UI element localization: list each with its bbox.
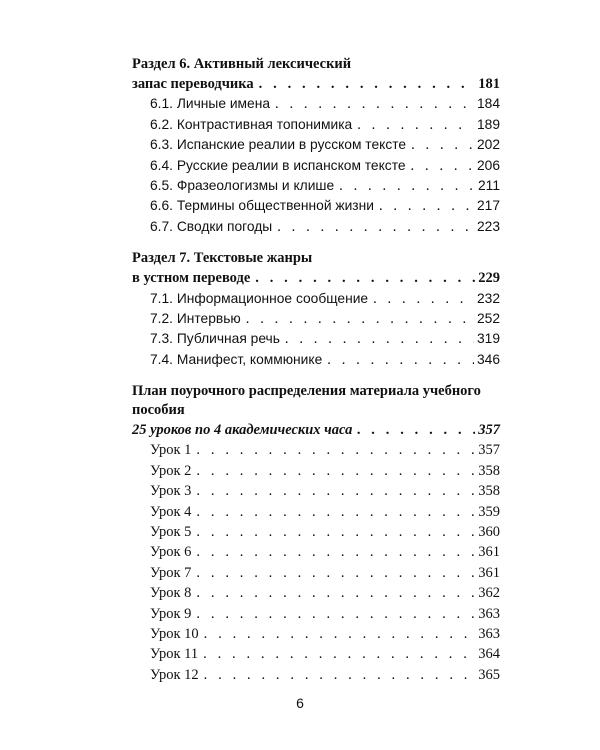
dot-leader xyxy=(373,289,474,309)
lesson-page: 358 xyxy=(478,483,500,500)
lesson-item xyxy=(132,440,500,460)
lesson-label: Урок 11 xyxy=(150,646,199,663)
toc-item-page: 252 xyxy=(476,310,500,326)
toc-item-page: 206 xyxy=(476,157,500,173)
toc-item-label: 6.1. Личные имена xyxy=(150,96,270,112)
toc-item-label: 7.2. Интервью xyxy=(150,310,241,326)
lesson-page: 363 xyxy=(478,605,500,622)
lesson-label: Урок 7 xyxy=(150,564,192,581)
lesson-label: Урок 3 xyxy=(150,483,192,500)
toc-item-page: 346 xyxy=(476,351,500,367)
toc-item xyxy=(132,135,500,155)
lesson-item xyxy=(132,461,500,481)
section-6-title-line2: запас переводчика xyxy=(132,76,254,92)
toc-item xyxy=(132,156,500,176)
dot-leader xyxy=(357,420,475,440)
lesson-item xyxy=(132,583,500,603)
dot-leader xyxy=(255,268,475,288)
section-6-entry xyxy=(132,74,500,94)
section-7-title-line2: в устном переводе xyxy=(132,270,251,287)
dot-leader xyxy=(196,481,475,501)
lesson-label: Урок 5 xyxy=(150,524,192,541)
toc-item xyxy=(132,350,500,370)
dot-leader xyxy=(204,624,476,644)
section-6-title: Раздел 6. Активный лексический xyxy=(132,56,352,72)
dot-leader xyxy=(275,94,474,114)
plan-page: 357 xyxy=(478,422,500,439)
toc-item xyxy=(132,176,500,196)
dot-leader xyxy=(327,350,474,370)
lesson-page: 357 xyxy=(478,442,500,459)
lesson-label: Урок 4 xyxy=(150,503,192,520)
dot-leader xyxy=(277,217,474,237)
toc-item-label: 7.1. Информационное сообщение xyxy=(150,290,369,306)
lesson-page: 365 xyxy=(478,666,500,683)
dot-leader xyxy=(196,440,475,460)
toc-item xyxy=(132,217,500,237)
toc-item xyxy=(132,289,500,309)
dot-leader xyxy=(411,156,474,176)
lesson-page: 364 xyxy=(478,646,500,663)
toc-item-label: 6.6. Термины общественной жизни xyxy=(150,198,374,214)
lesson-label: Урок 12 xyxy=(150,666,199,683)
toc-item xyxy=(132,94,500,114)
toc-item xyxy=(132,115,500,135)
dot-leader xyxy=(379,196,474,216)
section-gap xyxy=(132,237,500,249)
lesson-page: 359 xyxy=(478,503,500,520)
table-of-contents xyxy=(132,55,500,685)
toc-item-label: 6.5. Фразеологизмы и клише xyxy=(150,177,335,193)
lesson-item xyxy=(132,644,500,664)
dot-leader xyxy=(196,563,475,583)
toc-item-page: 184 xyxy=(476,96,500,112)
lesson-page: 360 xyxy=(478,524,500,541)
lesson-item xyxy=(132,481,500,501)
toc-item-label: 7.4. Манифест, коммюнике xyxy=(150,351,323,367)
lesson-item xyxy=(132,665,500,685)
section-7-title: Раздел 7. Текстовые жанры xyxy=(132,250,313,267)
plan-items xyxy=(132,440,500,685)
toc-item-page: 189 xyxy=(476,116,500,132)
section-7-entry xyxy=(132,268,500,288)
lesson-page: 362 xyxy=(478,585,500,602)
toc-item-label: 6.3. Испанские реалии в русском тексте xyxy=(150,137,407,153)
lesson-item xyxy=(132,542,500,562)
dot-leader xyxy=(411,135,474,155)
lesson-item xyxy=(132,502,500,522)
section-7-items xyxy=(132,289,500,371)
lesson-item xyxy=(132,624,500,644)
lesson-item xyxy=(132,563,500,583)
lesson-label: Урок 1 xyxy=(150,442,192,459)
section-7-page: 229 xyxy=(478,270,500,287)
toc-item-label: 6.2. Контрастивная топонимика xyxy=(150,116,353,132)
dot-leader xyxy=(196,542,475,562)
toc-item-label: 6.4. Русские реалии в испанском тексте xyxy=(150,157,406,173)
lesson-page: 361 xyxy=(478,544,500,561)
toc-item-page: 319 xyxy=(476,331,500,347)
lesson-page: 361 xyxy=(478,564,500,581)
section-6-page: 181 xyxy=(478,76,500,92)
lesson-page: 363 xyxy=(478,625,500,642)
toc-item-page: 211 xyxy=(478,177,500,193)
toc-item xyxy=(132,329,500,349)
plan-title: План поурочного распределения материала учебного пособия xyxy=(132,383,481,419)
plan-entry xyxy=(132,420,500,440)
dot-leader xyxy=(339,176,475,196)
lesson-page: 358 xyxy=(478,462,500,479)
lesson-label: Урок 10 xyxy=(150,625,199,642)
dot-leader xyxy=(196,502,475,522)
toc-item xyxy=(132,196,500,216)
dot-leader xyxy=(246,309,474,329)
dot-leader xyxy=(259,74,476,94)
dot-leader xyxy=(357,115,474,135)
lesson-label: Урок 2 xyxy=(150,462,192,479)
dot-leader xyxy=(285,329,474,349)
toc-item-page: 223 xyxy=(476,218,500,234)
dot-leader xyxy=(203,644,475,664)
section-gap xyxy=(132,370,500,382)
toc-item-page: 232 xyxy=(476,290,500,306)
toc-item-label: 6.7. Сводки погоды xyxy=(150,218,273,234)
lesson-label: Урок 8 xyxy=(150,585,192,602)
page-number: 6 xyxy=(296,695,304,711)
lesson-label: Урок 9 xyxy=(150,605,192,622)
lesson-label: Урок 6 xyxy=(150,544,192,561)
dot-leader xyxy=(196,461,475,481)
toc-item-page: 202 xyxy=(476,137,500,153)
toc-item xyxy=(132,309,500,329)
dot-leader xyxy=(196,604,475,624)
plan-subtitle: 25 уроков по 4 академических часа xyxy=(132,422,353,439)
section-6-items xyxy=(132,94,500,237)
lesson-item xyxy=(132,604,500,624)
dot-leader xyxy=(196,522,475,542)
toc-item-label: 7.3. Публичная речь xyxy=(150,331,280,347)
lesson-item xyxy=(132,522,500,542)
dot-leader xyxy=(196,583,475,603)
dot-leader xyxy=(204,665,476,685)
toc-item-page: 217 xyxy=(476,198,500,214)
